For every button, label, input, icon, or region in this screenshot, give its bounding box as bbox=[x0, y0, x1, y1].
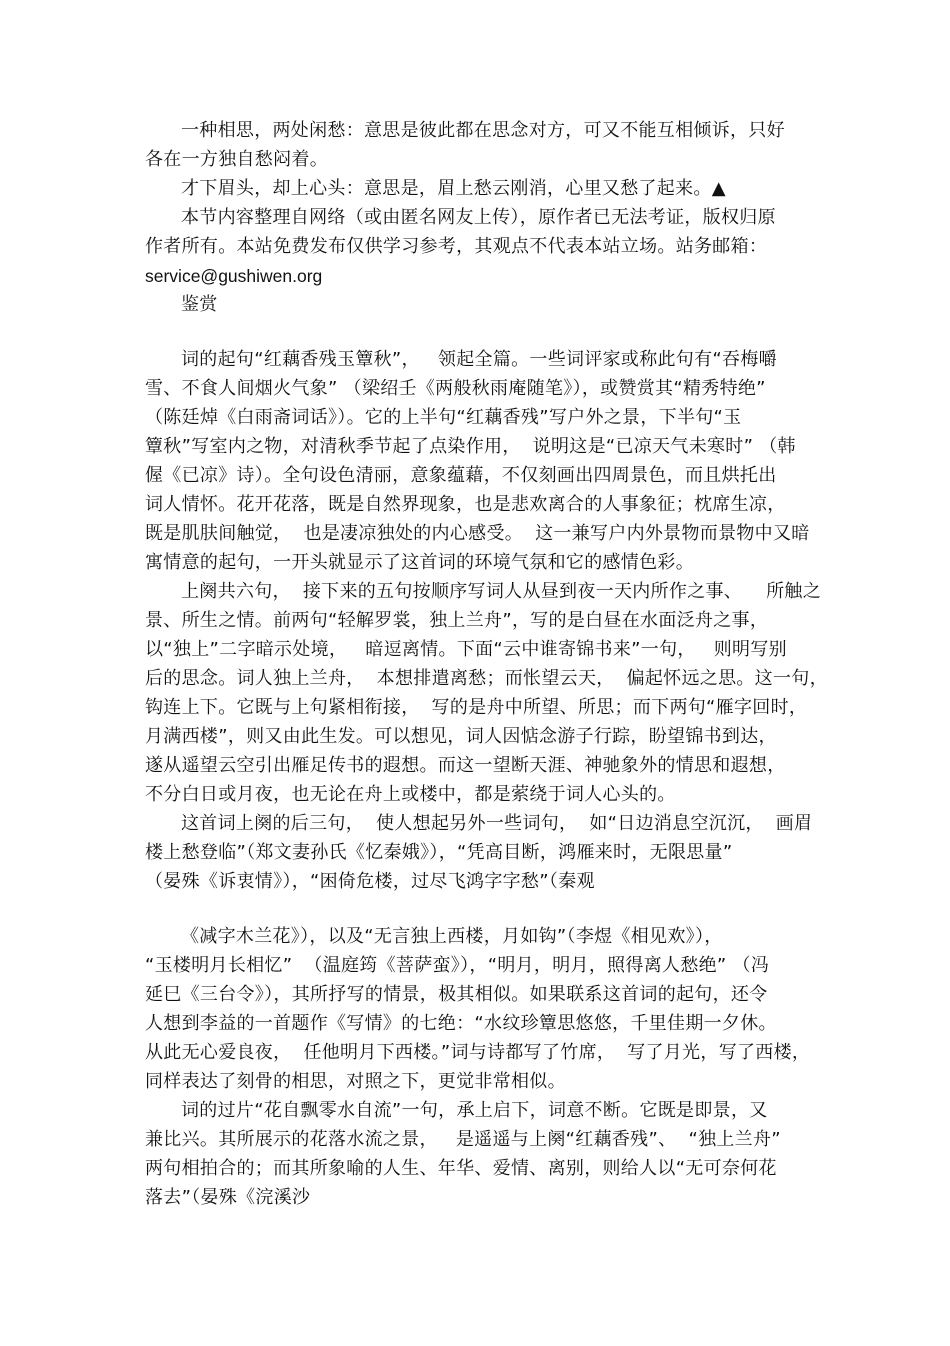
text-line: 月满西楼”，则又由此生发。可以想见，词人因惦念游子行踪，盼望锦书到达， bbox=[145, 726, 777, 747]
text-line: 词的起句“红藕香残玉簟秋”， 领起全篇。一些词评家或称此句有“吞梅嚼 bbox=[181, 349, 777, 370]
text-line: 两句相拍合的；而其所象喻的人生、年华、爱情、离别，则给人以“无可奈何花 bbox=[145, 1158, 777, 1179]
text-line: 兼比兴。其所展示的花落水流之景， 是遥遥与上阕“红藕香残”、 “独上兰舟” bbox=[145, 1129, 781, 1150]
text-line: （晏殊《诉衷情》），“困倚危楼，过尽飞鸿字字愁”（秦观 bbox=[145, 871, 595, 892]
text-line: 寓情意的起句，一开头就显示了这首词的环境气氛和它的感情色彩。 bbox=[145, 552, 694, 573]
text-line: 偓《已凉》诗）。全句设色清丽，意象蕴藉，不仅刻画出四周景色，而且烘托出 bbox=[145, 465, 777, 486]
text-line: 这首词上阕的后三句， 使人想起另外一些词句， 如“日边消息空沉沉， 画眉 bbox=[181, 813, 813, 834]
text-line: 景、所生之情。前两句“轻解罗裳，独上兰舟”，写的是白昼在水面泛舟之事， bbox=[145, 610, 769, 631]
text-line: （陈廷焯《白雨斋词话》）。它的上半句“红藕香残”写户外之景，下半句“玉 bbox=[145, 407, 742, 428]
text-line: 雪、不食人间烟火气象” （梁绍壬《两般秋雨庵随笔》），或赞赏其“精秀特绝” bbox=[145, 378, 766, 399]
text-line: 本节内容整理自网络（或由匿名网友上传），原作者已无法考证，版权归原 bbox=[181, 207, 776, 228]
text-line: 同样表达了刻骨的相思，对照之下，更觉非常相似。 bbox=[145, 1071, 566, 1092]
text-line: 落去”（晏殊《浣溪沙 bbox=[145, 1187, 311, 1208]
section-heading: 鉴赏 bbox=[181, 294, 218, 315]
text-line: 词的过片“花自飘零水自流”一句，承上启下，词意不断。它既是即景，又 bbox=[181, 1100, 768, 1121]
text-line: 才下眉头，却上心头：意思是，眉上愁云刚消，心里又愁了起来。▲ bbox=[181, 178, 726, 199]
text-line: 一种相思，两处闲愁：意思是彼此都在思念对方，可又不能互相倾诉，只好 bbox=[181, 120, 785, 141]
text-line: “玉楼明月长相忆” （温庭筠《菩萨蛮》），“明月，明月，照得离人愁绝” （冯 bbox=[145, 955, 770, 976]
text-line: 上阕共六句， 接下来的五句按顺序写词人从昼到夜一天内所作之事、 所触之 bbox=[181, 581, 822, 602]
text-line: 《减字木兰花》），以及“无言独上西楼，月如钩”（李煜《相见欢》）， bbox=[181, 926, 723, 947]
text-line: 既是肌肤间触觉， 也是凄凉独处的内心感受。 这一兼写户内外景物而景物中又暗 bbox=[145, 523, 810, 544]
email-address: service@gushiwen.org bbox=[145, 266, 323, 286]
text-line: 词人情怀。花开花落，既是自然界现象，也是悲欢离合的人事象征；枕席生凉， bbox=[145, 494, 786, 515]
text-line: 楼上愁登临”（郑文妻孙氏《忆秦娥》），“凭高目断，鸿雁来时，无限思量” bbox=[145, 842, 733, 863]
text-line: 各在一方独自愁闷着。 bbox=[145, 149, 328, 170]
text-line: 作者所有。本站免费发布仅供学习参考，其观点不代表本站立场。站务邮箱： bbox=[145, 236, 768, 257]
text-line: 不分白日或月夜，也无论在舟上或楼中，都是萦绕于词人心头的。 bbox=[145, 784, 676, 805]
text-line: 以“独上”二字暗示处境， 暗逗离情。下面“云中谁寄锦书来”一句， 则明写别 bbox=[145, 639, 787, 660]
text-line: 簟秋”写室内之物，对清秋季节起了点染作用， 说明这是“已凉天气未寒时” （韩 bbox=[145, 436, 796, 457]
text-line: 延巳《三台令》），其所抒写的情景，极其相似。如果联系这首词的起句，还令 bbox=[145, 984, 768, 1005]
text-line: 人想到李益的一首题作《写情》的七绝：“水纹珍簟思悠悠，千里佳期一夕休。 bbox=[145, 1013, 777, 1034]
text-line: 后的思念。词人独上兰舟， 本想排遣离愁；而怅望云天， 偏起怀远之思。这一句， bbox=[145, 668, 828, 689]
text-line: 遂从遥望云空引出雁足传书的遐想。而这一望断天涯、神驰象外的情思和遐想， bbox=[145, 755, 786, 776]
text-line: 从此无心爱良夜， 任他明月下西楼。”词与诗都写了竹席， 写了月光，写了西楼， bbox=[145, 1042, 811, 1063]
text-line: 钩连上下。它既与上句紧相衔接， 写的是舟中所望、所思；而下两句“雁字回时， bbox=[145, 697, 808, 718]
